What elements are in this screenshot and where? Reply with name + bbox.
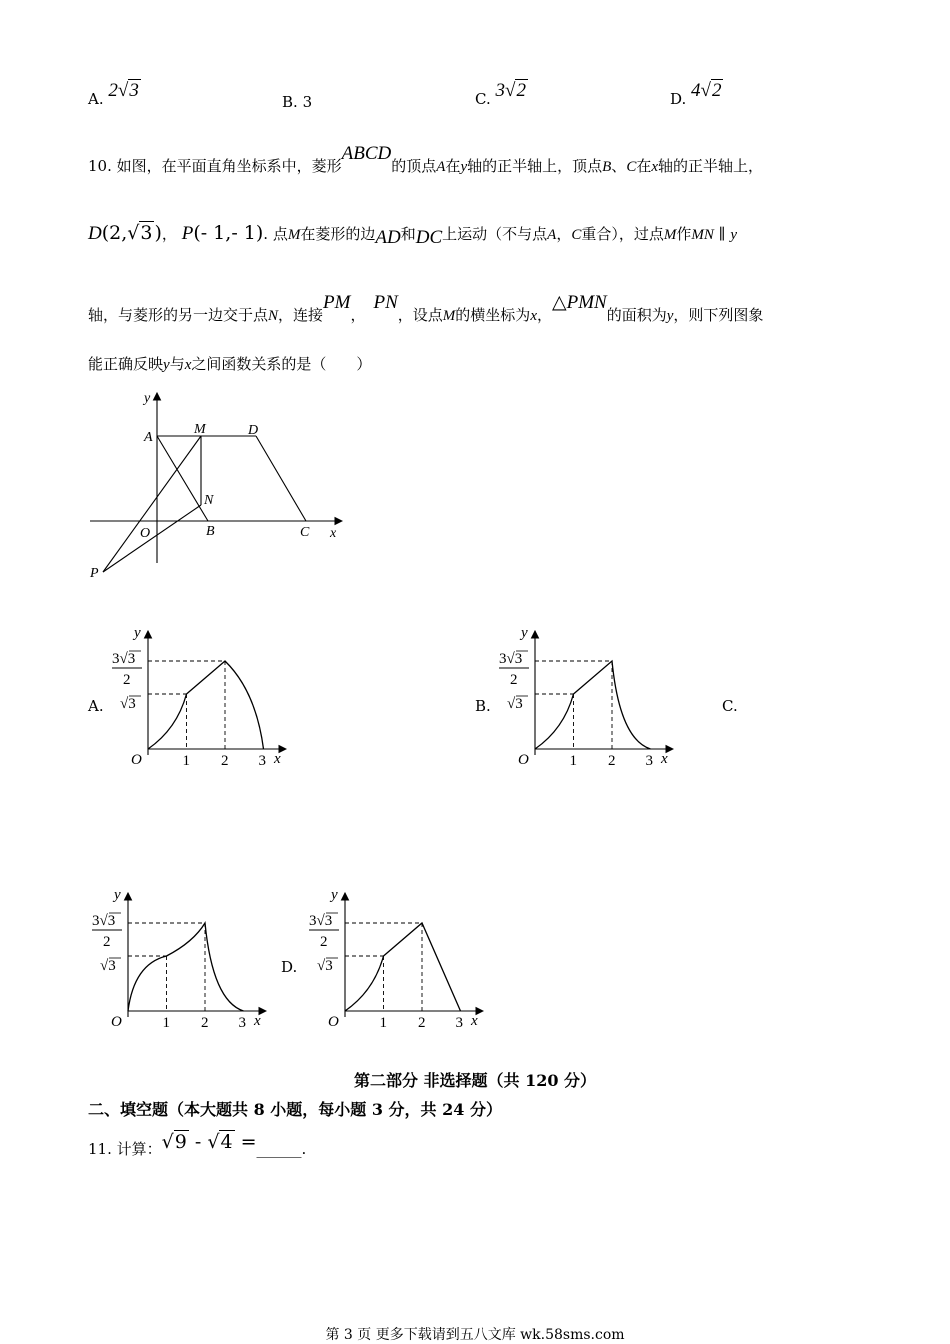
graph-c (88, 885, 278, 1035)
text: ， (350, 306, 366, 324)
q11-expression: √9 - √4 = (161, 1131, 257, 1153)
edge-ab (157, 436, 208, 521)
point-n-label: N (204, 493, 214, 508)
point-label: M (287, 227, 301, 243)
y-axis-label: y (134, 625, 141, 641)
edge-dc (256, 436, 306, 521)
origin-label: O (111, 1014, 122, 1030)
triangle-label: △PMN (552, 292, 607, 313)
tick-1: 1 (182, 753, 190, 769)
x-axis-label: x (254, 1013, 261, 1029)
origin-label: O (131, 752, 142, 768)
point-p-label: P (90, 566, 99, 581)
function-curve (128, 923, 244, 1011)
tick-3: 3 (238, 1015, 246, 1031)
variable: y (666, 308, 674, 324)
segment-label: PM (323, 292, 351, 313)
point-b-label: B (206, 524, 215, 539)
tick-1: 1 (569, 753, 577, 769)
sqrt3-label: √3 (120, 696, 136, 712)
text: . (301, 1140, 307, 1158)
text: 轴的正半轴上， (658, 157, 764, 175)
tick-1: 1 (379, 1015, 387, 1031)
q9-option-c (475, 80, 528, 110)
sqrt3-label: √3 (317, 958, 333, 974)
point-m-label: M (194, 422, 206, 437)
page-footer: 第 3 页 更多下载请到五八文库 wk.58sms.com (325, 1327, 625, 1343)
segment-label: PN (373, 292, 398, 313)
tick-2: 2 (608, 753, 616, 769)
tick-1: 1 (162, 1015, 170, 1031)
graph-d (305, 885, 495, 1035)
text: 轴的正半轴上，顶点 (467, 157, 603, 175)
variable: y (163, 357, 170, 373)
q9-option-a (88, 80, 141, 110)
fraction-numerator: 3√3 (499, 651, 523, 667)
text: 能正确反映 (88, 355, 164, 373)
fraction-numerator: 3√3 (112, 651, 136, 667)
text: 11. 计算： (88, 1140, 162, 1158)
point-label: D (88, 223, 102, 244)
y-axis-label: y (521, 625, 528, 641)
q10-line-3 (88, 292, 764, 326)
text: 与 (169, 355, 185, 373)
point-label: B (602, 159, 612, 175)
option-label: A. (88, 90, 104, 108)
y-axis-label: y (331, 887, 338, 903)
d-coordinate: (2,√3 ) (101, 222, 162, 244)
part2-title: 第二部分 非选择题（共 120 分） (353, 1071, 597, 1090)
variable: y (730, 227, 738, 243)
segment-pm (103, 436, 201, 572)
graph-b-label: B. (475, 697, 491, 715)
text: 的顶点 (391, 157, 437, 175)
text: 在菱形的边 (300, 225, 376, 243)
origin-label: O (328, 1014, 339, 1030)
q9-option-d (670, 80, 723, 110)
fraction-denominator: 2 (510, 672, 518, 688)
tick-3: 3 (455, 1015, 463, 1031)
x-axis-label: x (661, 751, 668, 767)
fraction-denominator: 2 (320, 934, 328, 950)
tick-2: 2 (418, 1015, 426, 1031)
q9-option-b (282, 93, 312, 111)
text: 重合），过点 (581, 225, 664, 243)
point-c-label: C (300, 525, 310, 540)
point-label: P (181, 223, 194, 244)
variable: y (460, 159, 468, 175)
option-a-value: 2√3 (108, 80, 139, 101)
text: 在 (445, 157, 461, 175)
text: ，则下列图象 (673, 306, 764, 324)
point-a-label: A (144, 430, 153, 445)
text: 作 (676, 225, 692, 243)
text: ， (536, 306, 552, 324)
tick-3: 3 (645, 753, 653, 769)
function-curve (535, 661, 651, 749)
fraction-numerator: 3√3 (92, 913, 116, 929)
text: 和 (400, 225, 416, 243)
point-label: M (442, 308, 456, 324)
option-label: D. (670, 90, 687, 108)
q10-line-4 (88, 353, 371, 374)
graph-a-label: A. (88, 697, 104, 715)
point-label: C (626, 159, 637, 175)
x-axis-label: x (471, 1013, 478, 1029)
tick-2: 2 (221, 753, 229, 769)
text: ， (161, 225, 177, 243)
text: 的横坐标为 (455, 306, 531, 324)
point-d-label: D (248, 423, 259, 438)
option-label: C. (475, 90, 491, 108)
q10-line-2 (88, 222, 738, 248)
y-axis-label: y (144, 391, 151, 406)
text: 在 (636, 157, 652, 175)
point-label: M (663, 227, 677, 243)
option-b-value: 3 (302, 93, 313, 111)
point-label: A (436, 159, 446, 175)
variable: x (530, 308, 537, 324)
graph-c-label: C. (722, 697, 738, 715)
text: 的面积为 (606, 306, 667, 324)
point-label: A (547, 227, 557, 243)
q11 (88, 1131, 307, 1159)
x-axis-label: x (274, 751, 281, 767)
text: 之间函数关系的是（ ） (191, 355, 372, 373)
option-label: B. (282, 93, 298, 111)
text: 10. 如图，在平面直角坐标系中，菱形 (88, 157, 342, 175)
x-axis-label: x (330, 526, 337, 541)
graph-b (495, 623, 685, 773)
function-curve (345, 923, 461, 1011)
segment-pn (103, 505, 201, 572)
y-axis-label: y (114, 887, 121, 903)
point-label: N (268, 308, 279, 324)
text: . (263, 225, 269, 243)
text: ， (556, 225, 572, 243)
tick-2: 2 (201, 1015, 209, 1031)
edge-label: DC (415, 227, 443, 248)
graph-a (108, 623, 298, 773)
tick-3: 3 (258, 753, 266, 769)
section-title: 二、填空题（本大题共 8 小题，每小题 3 分，共 24 分） (88, 1100, 502, 1119)
rhombus-name: ABCD (341, 143, 392, 164)
point-label: C (571, 227, 582, 243)
text: 点 (272, 225, 288, 243)
text: ，连接 (278, 306, 324, 324)
sqrt3-label: √3 (507, 696, 523, 712)
option-c-value: 3√2 (495, 80, 526, 101)
graph-d-label: D. (281, 958, 298, 976)
fraction-numerator: 3√3 (309, 913, 333, 929)
text: 轴，与菱形的另一边交于点 (88, 306, 269, 324)
variable: x (651, 159, 659, 175)
q10-line-1 (88, 143, 764, 177)
segment-label: MN (691, 227, 714, 243)
fraction-denominator: 2 (103, 934, 111, 950)
function-curve (148, 661, 264, 749)
edge-label: AD (375, 227, 401, 248)
parallel-symbol: ∥ (718, 225, 726, 243)
answer-blank: ______ (256, 1140, 302, 1158)
rhombus-figure (80, 385, 360, 585)
p-coordinate: (- 1,- 1) (193, 222, 264, 244)
origin-label: O (140, 526, 151, 541)
origin-label: O (518, 752, 529, 768)
text: 、 (611, 157, 627, 175)
text: ，设点 (397, 306, 443, 324)
option-d-value: 4√2 (691, 80, 722, 101)
text: 上运动（不与点 (442, 225, 548, 243)
variable: x (184, 357, 192, 373)
sqrt3-label: √3 (100, 958, 116, 974)
fraction-denominator: 2 (123, 672, 131, 688)
